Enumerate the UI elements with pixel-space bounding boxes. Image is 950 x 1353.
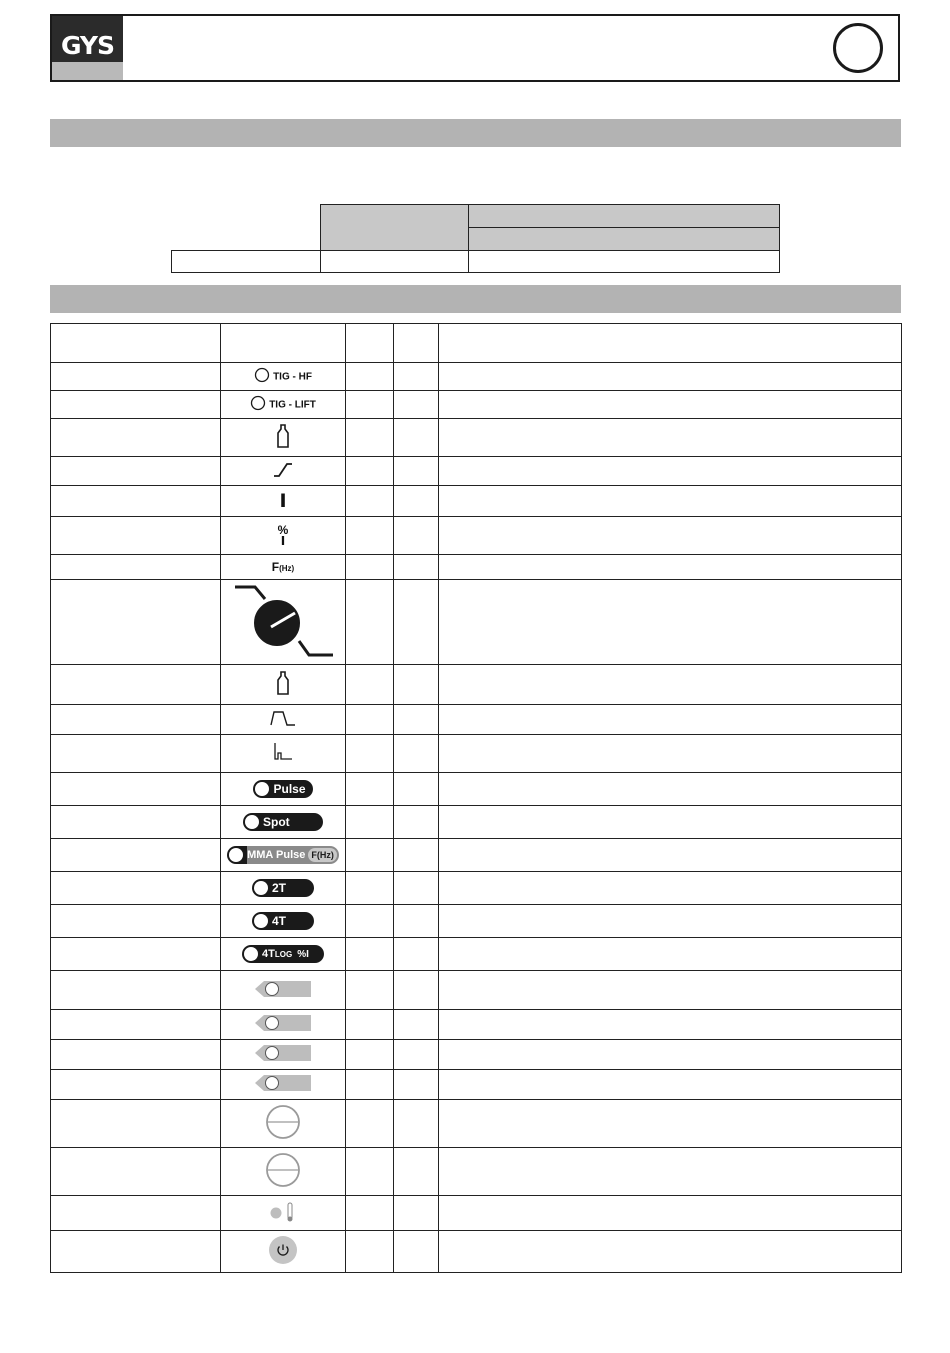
tig-lift-label: TIG - LIFT bbox=[269, 399, 316, 411]
table-cell bbox=[346, 419, 394, 457]
led-dot-icon bbox=[254, 881, 268, 895]
downslope-icon bbox=[269, 709, 297, 730]
table-row bbox=[51, 1070, 902, 1100]
table-cell bbox=[439, 324, 902, 363]
table-cell bbox=[51, 705, 221, 735]
section-band-1 bbox=[50, 119, 901, 147]
table-cell bbox=[439, 872, 902, 905]
table-cell bbox=[394, 517, 439, 555]
table-cell bbox=[394, 1231, 439, 1273]
display-unit-tag-icon bbox=[254, 1044, 312, 1065]
mma-pulse-indicator bbox=[227, 846, 339, 864]
table-cell bbox=[221, 705, 346, 735]
table-cell bbox=[394, 324, 439, 363]
led-circle-icon bbox=[250, 395, 266, 414]
control-panel-table bbox=[50, 323, 902, 1273]
table-cell bbox=[51, 555, 221, 580]
spec-value-cell bbox=[171, 250, 321, 273]
table-cell bbox=[439, 1148, 902, 1196]
log-percent-label: %I bbox=[297, 948, 309, 960]
led-dot-icon bbox=[229, 848, 243, 862]
table-cell bbox=[439, 580, 902, 665]
4t-log-indicator bbox=[242, 945, 324, 963]
display-segment-icon bbox=[264, 1151, 302, 1192]
table-cell bbox=[439, 905, 902, 938]
table-cell bbox=[346, 363, 394, 391]
thermal-protection-icon bbox=[269, 1201, 297, 1226]
pulse-indicator bbox=[253, 780, 312, 798]
2t-indicator bbox=[252, 879, 314, 897]
table-cell bbox=[439, 1100, 902, 1148]
table-cell bbox=[346, 486, 394, 517]
table-cell bbox=[221, 735, 346, 773]
table-cell bbox=[439, 773, 902, 806]
table-cell bbox=[51, 486, 221, 517]
logo-text: GYS bbox=[60, 31, 115, 60]
table-cell bbox=[221, 419, 346, 457]
gys-logo bbox=[52, 16, 123, 80]
table-cell bbox=[394, 705, 439, 735]
table-row bbox=[51, 839, 902, 872]
table-cell bbox=[439, 735, 902, 773]
table-cell bbox=[439, 665, 902, 705]
logo-band bbox=[52, 62, 123, 80]
table-cell bbox=[51, 665, 221, 705]
table-cell bbox=[51, 1100, 221, 1148]
pulse-label: Pulse bbox=[273, 782, 306, 796]
mma-pulse-label: MMA Pulse bbox=[247, 849, 306, 861]
table-cell bbox=[394, 1148, 439, 1196]
table-cell bbox=[439, 457, 902, 486]
table-cell bbox=[439, 971, 902, 1010]
frequency-label: F bbox=[271, 560, 280, 574]
spec-header-cell-bottom bbox=[468, 227, 780, 251]
table-cell bbox=[346, 517, 394, 555]
language-badge-circle bbox=[833, 23, 883, 73]
table-cell bbox=[221, 1010, 346, 1040]
table-cell bbox=[221, 872, 346, 905]
section-band-2 bbox=[50, 285, 901, 313]
table-cell bbox=[51, 971, 221, 1010]
4t-log-label: 4T bbox=[262, 948, 275, 960]
table-cell bbox=[439, 555, 902, 580]
table-row bbox=[51, 517, 902, 555]
table-cell bbox=[439, 806, 902, 839]
table-cell bbox=[439, 363, 902, 391]
table-cell bbox=[51, 457, 221, 486]
frequency-unit-label: (Hz) bbox=[279, 564, 295, 573]
table-row bbox=[51, 580, 902, 665]
table-cell bbox=[221, 971, 346, 1010]
table-cell bbox=[51, 419, 221, 457]
spec-value-cell bbox=[320, 250, 469, 273]
power-icon bbox=[268, 1235, 298, 1268]
table-cell bbox=[346, 1100, 394, 1148]
table-cell bbox=[439, 705, 902, 735]
table-cell bbox=[51, 391, 221, 419]
table-cell bbox=[346, 971, 394, 1010]
table-row bbox=[51, 773, 902, 806]
table-cell bbox=[221, 457, 346, 486]
table-cell bbox=[346, 1231, 394, 1273]
table-cell bbox=[346, 1040, 394, 1070]
table-row bbox=[51, 486, 902, 517]
table-cell bbox=[221, 806, 346, 839]
table-row bbox=[51, 1231, 902, 1273]
table-cell bbox=[221, 1100, 346, 1148]
4t-indicator bbox=[252, 912, 314, 930]
spot-label: Spot bbox=[263, 815, 290, 829]
table-row bbox=[51, 971, 902, 1010]
led-circle-icon bbox=[254, 367, 270, 386]
spec-value-cell bbox=[468, 250, 780, 273]
table-cell bbox=[51, 1070, 221, 1100]
table-cell bbox=[221, 486, 346, 517]
table-cell bbox=[51, 735, 221, 773]
table-cell bbox=[394, 419, 439, 457]
table-cell bbox=[439, 1231, 902, 1273]
table-cell bbox=[346, 1070, 394, 1100]
display-segment-icon bbox=[264, 1103, 302, 1144]
table-header-row bbox=[51, 324, 902, 363]
spot-indicator bbox=[243, 813, 323, 831]
table-row bbox=[51, 905, 902, 938]
table-cell bbox=[346, 457, 394, 486]
table-cell bbox=[439, 1010, 902, 1040]
table-cell bbox=[346, 938, 394, 971]
table-row bbox=[51, 419, 902, 457]
table-cell bbox=[346, 580, 394, 665]
table-cell bbox=[51, 773, 221, 806]
table-row bbox=[51, 705, 902, 735]
table-cell bbox=[51, 1010, 221, 1040]
table-row bbox=[51, 555, 902, 580]
post-gas-bottle-icon bbox=[276, 670, 290, 699]
table-cell bbox=[394, 1100, 439, 1148]
table-row bbox=[51, 665, 902, 705]
table-cell bbox=[51, 806, 221, 839]
table-cell bbox=[394, 457, 439, 486]
led-dot-icon bbox=[254, 914, 268, 928]
table-cell bbox=[394, 735, 439, 773]
table-cell bbox=[221, 517, 346, 555]
table-row bbox=[51, 806, 902, 839]
table-cell bbox=[394, 1040, 439, 1070]
current-i-label: I bbox=[279, 490, 287, 512]
table-cell bbox=[394, 1196, 439, 1231]
table-cell bbox=[439, 419, 902, 457]
table-cell bbox=[51, 1196, 221, 1231]
table-cell bbox=[439, 1040, 902, 1070]
display-unit-tag-icon bbox=[254, 1014, 312, 1035]
table-cell bbox=[346, 839, 394, 872]
gas-bottle-icon bbox=[276, 423, 290, 452]
table-cell bbox=[51, 872, 221, 905]
table-cell bbox=[51, 517, 221, 555]
table-row bbox=[51, 1010, 902, 1040]
table-cell bbox=[51, 580, 221, 665]
table-row bbox=[51, 1100, 902, 1148]
table-cell bbox=[394, 971, 439, 1010]
table-cell bbox=[51, 1231, 221, 1273]
table-cell bbox=[346, 872, 394, 905]
led-dot-icon bbox=[244, 947, 258, 961]
page-header bbox=[50, 14, 900, 82]
end-current-icon bbox=[272, 741, 294, 766]
tig-hf-label: TIG - HF bbox=[273, 371, 312, 383]
table-cell bbox=[346, 665, 394, 705]
percent-label: % bbox=[277, 522, 289, 537]
table-cell bbox=[394, 391, 439, 419]
table-row bbox=[51, 363, 902, 391]
4t-label: 4T bbox=[272, 914, 287, 928]
table-row bbox=[51, 872, 902, 905]
table-row bbox=[51, 1040, 902, 1070]
table-cell bbox=[221, 905, 346, 938]
table-cell bbox=[439, 517, 902, 555]
table-row bbox=[51, 938, 902, 971]
table-cell bbox=[221, 324, 346, 363]
table-cell bbox=[221, 1231, 346, 1273]
table-cell bbox=[221, 773, 346, 806]
led-dot-icon bbox=[255, 782, 269, 796]
table-cell bbox=[394, 905, 439, 938]
table-row bbox=[51, 735, 902, 773]
table-cell bbox=[346, 905, 394, 938]
table-cell bbox=[346, 1148, 394, 1196]
table-cell bbox=[51, 363, 221, 391]
2t-label: 2T bbox=[272, 881, 287, 895]
table-cell bbox=[221, 555, 346, 580]
table-row bbox=[51, 457, 902, 486]
table-cell bbox=[221, 1196, 346, 1231]
table-cell bbox=[439, 938, 902, 971]
table-cell bbox=[346, 1010, 394, 1040]
table-cell bbox=[221, 938, 346, 971]
table-cell bbox=[221, 391, 346, 419]
table-cell bbox=[346, 773, 394, 806]
table-cell bbox=[221, 580, 346, 665]
table-cell bbox=[439, 839, 902, 872]
table-cell bbox=[51, 324, 221, 363]
spec-header-cell-top bbox=[468, 204, 780, 228]
table-cell bbox=[221, 1148, 346, 1196]
table-cell bbox=[394, 839, 439, 872]
table-cell bbox=[346, 555, 394, 580]
table-cell bbox=[346, 391, 394, 419]
table-cell bbox=[51, 938, 221, 971]
table-cell bbox=[394, 1070, 439, 1100]
display-unit-tag-icon bbox=[254, 980, 312, 1001]
table-cell bbox=[51, 1040, 221, 1070]
upslope-icon bbox=[272, 462, 294, 481]
table-cell bbox=[394, 806, 439, 839]
table-cell bbox=[221, 665, 346, 705]
table-cell bbox=[51, 905, 221, 938]
table-cell bbox=[439, 391, 902, 419]
table-cell bbox=[221, 363, 346, 391]
table-cell bbox=[346, 1196, 394, 1231]
table-cell bbox=[346, 324, 394, 363]
table-cell bbox=[346, 705, 394, 735]
table-row bbox=[51, 1148, 902, 1196]
table-cell bbox=[221, 839, 346, 872]
table-cell bbox=[394, 363, 439, 391]
table-cell bbox=[346, 735, 394, 773]
table-cell bbox=[394, 872, 439, 905]
table-cell bbox=[394, 580, 439, 665]
table-cell bbox=[439, 1196, 902, 1231]
table-cell bbox=[221, 1040, 346, 1070]
table-cell bbox=[439, 486, 902, 517]
percent-current-label: I bbox=[280, 533, 286, 548]
table-row bbox=[51, 391, 902, 419]
log-sub-label: LOG bbox=[274, 949, 293, 959]
table-row bbox=[51, 1196, 902, 1231]
table-cell bbox=[394, 665, 439, 705]
led-dot-icon bbox=[245, 815, 259, 829]
table-cell bbox=[221, 1070, 346, 1100]
table-cell bbox=[51, 839, 221, 872]
table-cell bbox=[51, 1148, 221, 1196]
display-unit-tag-icon bbox=[254, 1074, 312, 1095]
table-cell bbox=[394, 773, 439, 806]
table-cell bbox=[439, 1070, 902, 1100]
table-cell bbox=[394, 1010, 439, 1040]
spec-header-cell bbox=[320, 204, 469, 251]
table-cell bbox=[394, 486, 439, 517]
mma-freq-label: F(Hz) bbox=[308, 848, 337, 862]
table-cell bbox=[346, 806, 394, 839]
encoder-knob-icon bbox=[231, 581, 335, 664]
table-cell bbox=[394, 938, 439, 971]
table-cell bbox=[394, 555, 439, 580]
